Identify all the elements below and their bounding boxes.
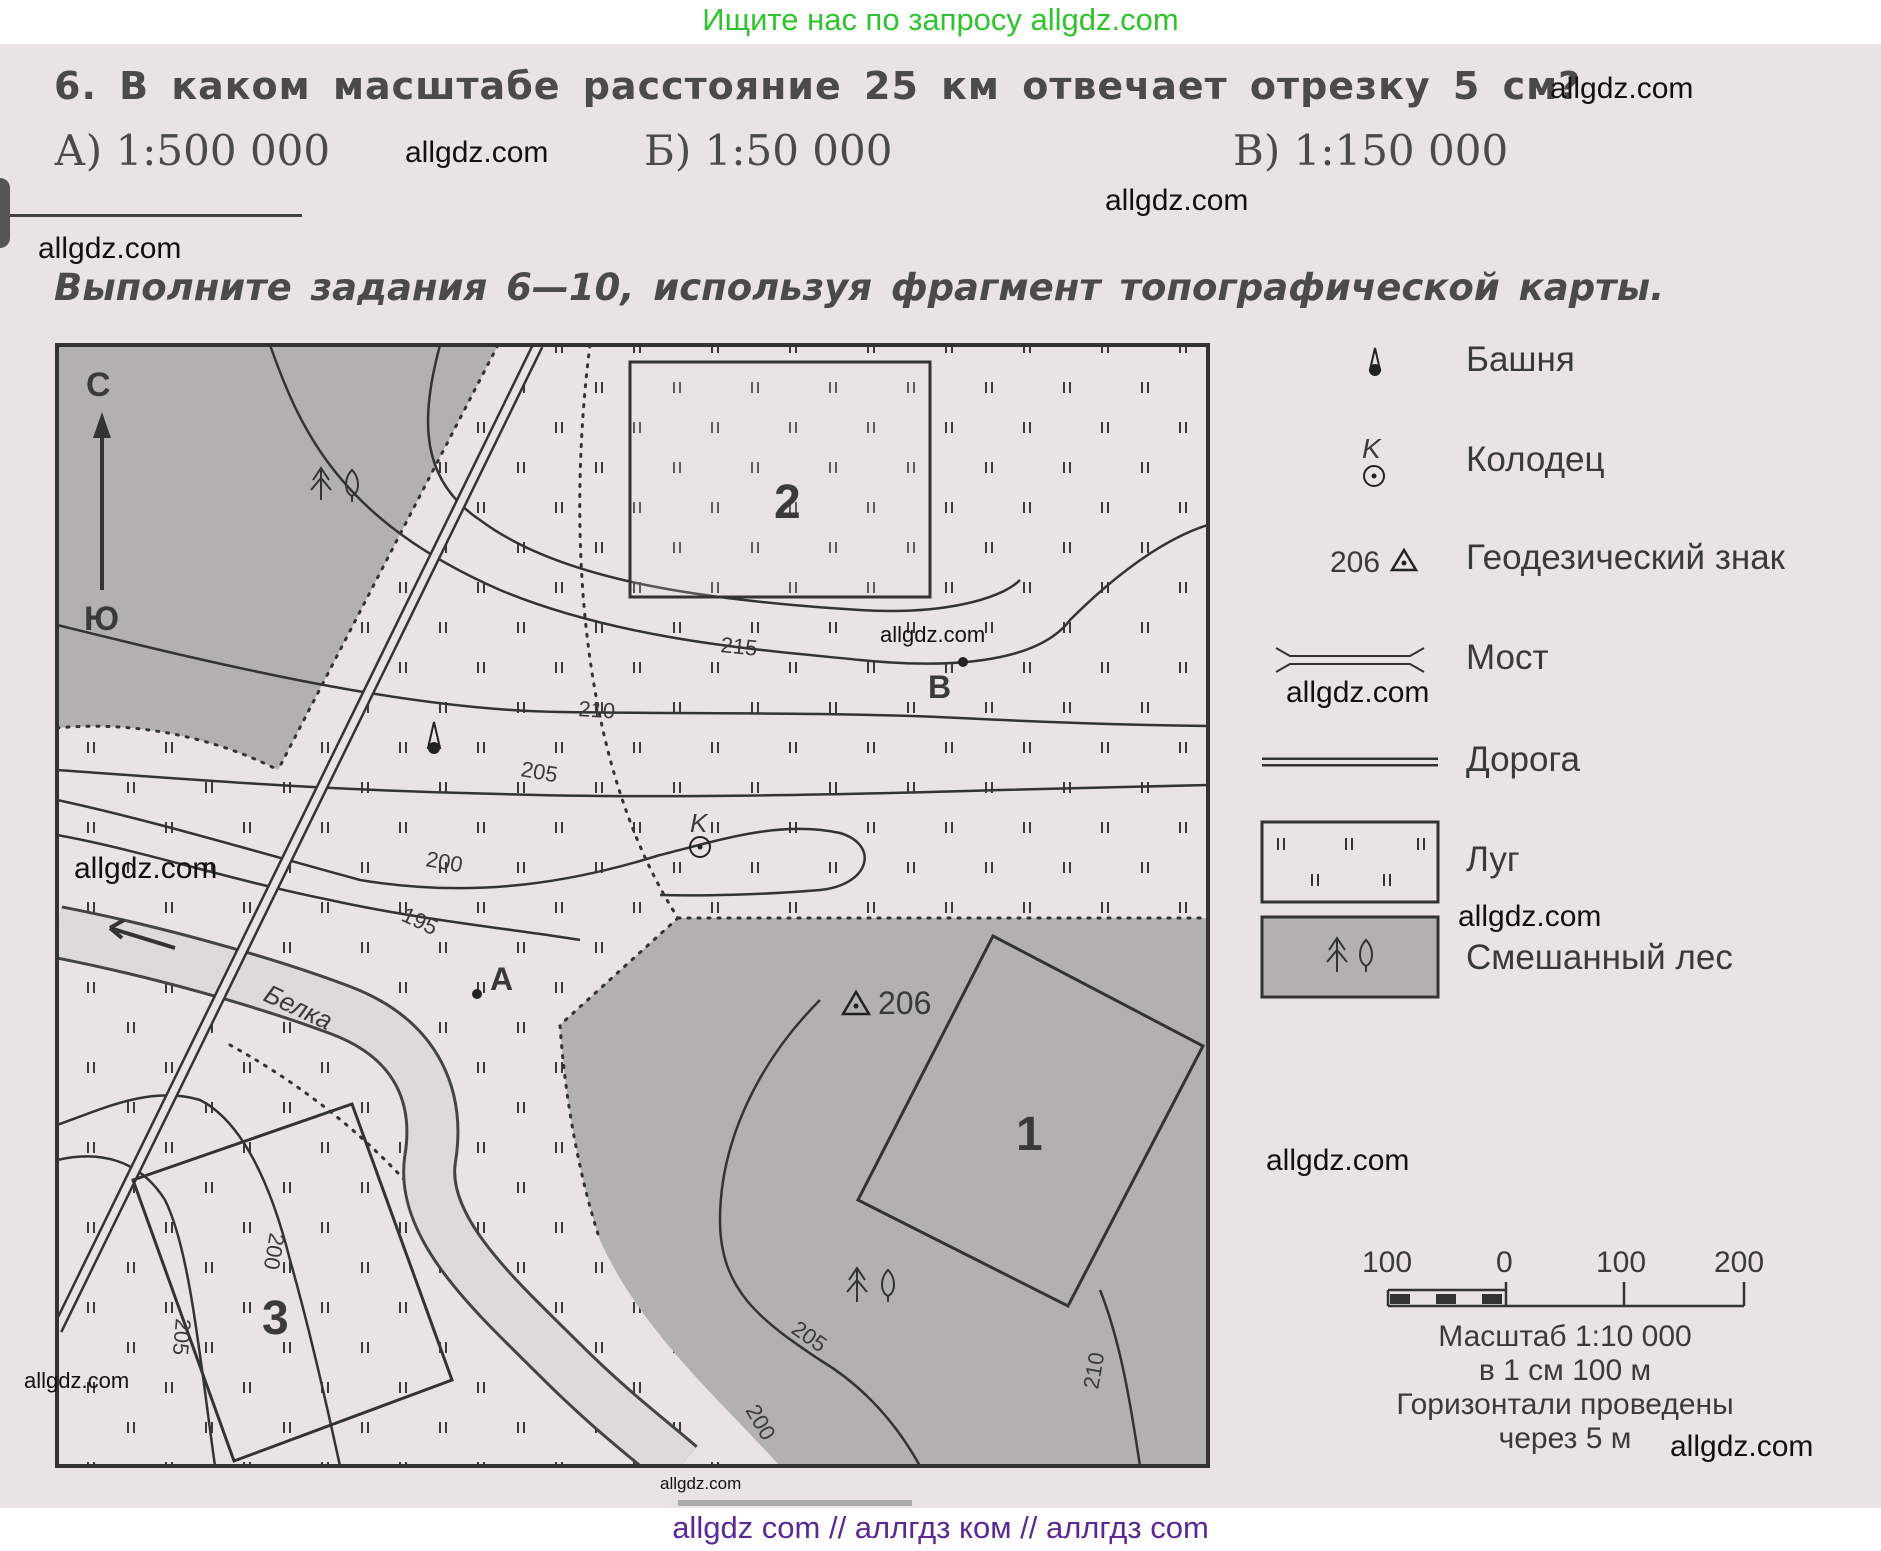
legend-label-well: Колодец bbox=[1466, 440, 1605, 479]
point-a-label: А bbox=[490, 961, 514, 997]
scale-line-1: Масштаб 1:10 000 bbox=[1438, 1320, 1692, 1353]
point-b-label: В bbox=[928, 669, 952, 705]
legend-well-icon bbox=[1362, 433, 1384, 486]
watermark[interactable]: allgdz.com bbox=[660, 1474, 742, 1493]
legend-tower-icon bbox=[1369, 348, 1381, 376]
option-b-letter: Б) bbox=[644, 126, 692, 175]
watermark[interactable]: allgdz.com bbox=[24, 1368, 130, 1393]
instruction-text: Выполните задания 6—10, используя фрагмент топографической карты. bbox=[54, 266, 1665, 309]
legend-label-road: Дорога bbox=[1466, 740, 1580, 779]
watermark[interactable]: allgdz.com bbox=[1286, 676, 1430, 709]
scale-tick-100: 100 bbox=[1596, 1246, 1647, 1279]
river-name: Белка bbox=[259, 978, 338, 1036]
watermark[interactable]: allgdz.com bbox=[1458, 900, 1602, 933]
contour-label-200-south: 200 bbox=[740, 1400, 781, 1445]
area-3-label: 3 bbox=[262, 1292, 289, 1345]
geodetic-height: 206 bbox=[878, 985, 932, 1021]
legend-label-tower: Башня bbox=[1466, 340, 1575, 379]
north-label: С bbox=[86, 366, 111, 404]
option-c-value: 1:150 000 bbox=[1293, 126, 1509, 175]
scale-line-2: в 1 см 100 м bbox=[1478, 1354, 1652, 1387]
contour-label-215: 215 bbox=[719, 632, 759, 661]
question-number: 6. bbox=[54, 64, 97, 108]
scale-bar bbox=[1388, 1282, 1744, 1306]
watermark[interactable]: allgdz.com bbox=[1550, 72, 1694, 105]
watermark[interactable]: allgdz.com bbox=[1670, 1430, 1814, 1463]
legend-label-meadow: Луг bbox=[1466, 840, 1520, 879]
page-bottom-bar bbox=[678, 1500, 912, 1506]
site-banner: Ищите нас по запросу allgdz.com bbox=[0, 0, 1881, 44]
legend-meadow-icon bbox=[1262, 822, 1438, 902]
scale-line-3: Горизонтали проведены bbox=[1396, 1388, 1734, 1421]
option-c-letter: В) bbox=[1233, 126, 1281, 175]
scale-tick-100-left: 100 bbox=[1362, 1246, 1413, 1279]
option-a-value: 1:500 000 bbox=[115, 126, 331, 175]
point-a-marker[interactable] bbox=[472, 989, 482, 999]
svg-text:206: 206 bbox=[1330, 546, 1381, 579]
contour-label-205: 205 bbox=[519, 756, 560, 788]
legend-label-geodetic: Геодезический знак bbox=[1466, 538, 1785, 577]
point-b-marker[interactable] bbox=[958, 657, 968, 667]
watermark[interactable]: allgdz.com bbox=[880, 622, 986, 647]
contour-label-200: 200 bbox=[424, 846, 465, 878]
south-label: Ю bbox=[84, 600, 120, 638]
question-text: В каком масштабе расстояние 25 км отвечает отрезку 5 см? bbox=[119, 64, 1582, 108]
scale-tick-0: 0 bbox=[1496, 1246, 1513, 1279]
contour-label-195: 195 bbox=[397, 901, 442, 941]
contour-label-210: 210 bbox=[577, 696, 617, 724]
svg-text:K: K bbox=[1362, 433, 1381, 464]
option-b-value: 1:50 000 bbox=[704, 126, 893, 175]
well-mark: K bbox=[690, 808, 708, 838]
site-footer: allgdz com // аллгдз ком // аллгдз com bbox=[0, 1508, 1881, 1551]
contour-label-205-south: 205 bbox=[787, 1315, 832, 1358]
contour-label-210-east: 210 bbox=[1078, 1350, 1110, 1391]
watermark[interactable]: allgdz.com bbox=[405, 136, 549, 169]
scale-line-4: через 5 м bbox=[1498, 1422, 1632, 1455]
legend-geodetic-icon bbox=[1330, 546, 1416, 579]
legend-label-bridge: Мост bbox=[1466, 638, 1549, 677]
watermark[interactable]: allgdz.com bbox=[1266, 1144, 1410, 1177]
area-1-label: 1 bbox=[1016, 1108, 1043, 1161]
contour-label-200-west: 200 bbox=[258, 1231, 290, 1272]
legend-mixed-forest-icon bbox=[1262, 917, 1438, 997]
watermark[interactable]: allgdz.com bbox=[38, 232, 182, 265]
legend-label-mixed-forest: Смешанный лес bbox=[1466, 938, 1733, 977]
scale-tick-200: 200 bbox=[1714, 1246, 1765, 1279]
watermark[interactable]: allgdz.com bbox=[1105, 184, 1249, 217]
area-2-label: 2 bbox=[774, 476, 801, 529]
watermark[interactable]: allgdz.com bbox=[74, 852, 218, 885]
legend-bridge-icon bbox=[1276, 648, 1424, 672]
contour-label-205-west: 205 bbox=[167, 1317, 196, 1357]
option-a-letter: А) bbox=[54, 126, 103, 175]
